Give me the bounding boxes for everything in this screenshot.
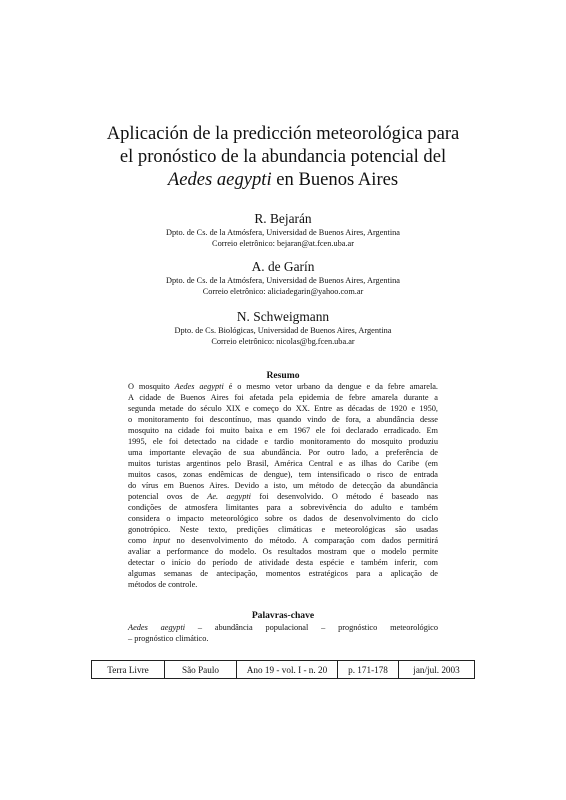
keywords-line: – prognóstico climático. xyxy=(128,634,209,643)
abstract-line: considera o impacto meteorológico sobre os dados de desenvolvimento do ciclo xyxy=(128,514,438,523)
author-affiliation: Dpto. de Cs. de la Atmósfera, Universidad de Buenos Aires, Argentina xyxy=(166,228,400,237)
abstract-line: A cidade de Buenos Aires foi afetada pela epidemia de febre amarela durante a xyxy=(128,393,438,402)
abstract-line: detectar o início do período de atividade desta espécie e também inferir, com xyxy=(128,558,438,567)
abstract-italic: Ae. aegypti xyxy=(207,492,251,501)
abstract-line: 1995, ele foi detectado na cidade e tardio monitoramento do mosquito produziu xyxy=(128,437,438,446)
citation-row xyxy=(92,661,475,679)
keyword-italic: Aedes aegypti xyxy=(128,623,186,632)
abstract-text: no desenvolvimento do método. A comparação com dados permitirá xyxy=(170,536,439,545)
abstract-line: gonotrópico. Neste texto, predições climáticas e meteorológicas são usadas xyxy=(128,525,438,534)
city-cell: São Paulo xyxy=(165,661,237,679)
abstract-text: é o mesmo vetor urbano da dengue e da febre amarela. xyxy=(223,382,438,391)
abstract-text: O mosquito xyxy=(128,382,175,391)
abstract-line: muitos casos, zonas endêmicas de dengue), tem intensificado o risco de entrada xyxy=(128,470,438,479)
abstract-line: métodos de controle. xyxy=(128,580,198,589)
keywords-heading: Palavras-chave xyxy=(251,610,315,621)
abstract-italic: input xyxy=(152,536,171,545)
author-name: A. de Garín xyxy=(251,259,315,274)
author-block-1 xyxy=(60,210,506,249)
date-cell: jan/jul. 2003 xyxy=(399,661,475,679)
author-affiliation: Dpto. de Cs. Biológicas, Universidad de Buenos Aires, Argentina xyxy=(174,326,392,335)
title-species-italic: Aedes aegypti xyxy=(167,169,272,190)
abstract-text: potencial ovos de xyxy=(128,492,208,501)
abstract-line xyxy=(128,491,438,502)
abstract-line: mosquito na cidade foi muito baixa e em 1967 ele foi declarado erradicado. Em xyxy=(128,426,438,435)
title-line-1: Aplicación de la predicción meteorológica para xyxy=(106,123,460,144)
author-email: Correio eletrônico: aliciadegarin@yahoo.com.ar xyxy=(202,287,364,296)
abstract-line: muitos turistas argentinos pelo Brasil, América Central e as ilhas do Caribe (em xyxy=(128,459,438,468)
title-line-3-rest: en Buenos Aires xyxy=(271,169,399,190)
abstract-line xyxy=(128,381,438,392)
citation-footer-table xyxy=(91,660,475,679)
author-affiliation: Dpto. de Cs. de la Atmósfera, Universidad de Buenos Aires, Argentina xyxy=(166,276,400,285)
author-email: Correio eletrônico: nicolas@bg.fcen.uba.ar xyxy=(211,337,355,346)
title-line-2: el pronóstico de la abundancia potencial del xyxy=(119,146,447,167)
abstract-line: algumas semanas de antecipação, momentos estratégicos para a aplicação de xyxy=(128,569,438,578)
abstract-line: uma importante elevação de sua abundância. Por outro lado, a preferência de xyxy=(128,448,438,457)
abstract-heading: Resumo xyxy=(266,370,300,381)
keywords-line xyxy=(128,622,438,633)
volume-cell: Ano 19 - vol. I - n. 20 xyxy=(237,661,338,679)
paper-title xyxy=(60,122,506,191)
author-block-2 xyxy=(60,258,506,297)
abstract-line: condições de atmosfera limitantes para a sobrevivência do adulto e também xyxy=(128,503,438,512)
abstract-line: avaliar a performance do modelo. Os resultados mostram que o modelo permite xyxy=(128,547,438,556)
author-name: R. Bejarán xyxy=(254,211,312,226)
author-name: N. Schweigmann xyxy=(236,309,330,324)
abstract-line xyxy=(128,535,438,546)
abstract-italic: Aedes aegypti xyxy=(174,382,224,391)
title-line-3 xyxy=(60,168,506,191)
author-email: Correio eletrônico: bejaran@at.fcen.uba.ar xyxy=(212,239,354,248)
pages-cell: p. 171-178 xyxy=(338,661,399,679)
abstract-line: segunda metade do século XIX e começo do XX. Entre as décadas de 1920 e 1950, xyxy=(128,404,438,413)
abstract-line: o monitoramento foi descontínuo, mas quando vindo de fora, a abundância desse xyxy=(128,415,438,424)
abstract-text: foi desenvolvido. O método é baseado nas xyxy=(250,492,438,501)
abstract-text: como xyxy=(128,536,153,545)
author-block-3 xyxy=(60,308,506,347)
abstract-line: do vírus em Buenos Aires. Devido a isto, um método de detecção da abundância xyxy=(128,481,438,490)
keywords-text: – abundância populacional – prognóstico meteorológico xyxy=(185,623,438,632)
journal-cell: Terra Livre xyxy=(92,661,165,679)
